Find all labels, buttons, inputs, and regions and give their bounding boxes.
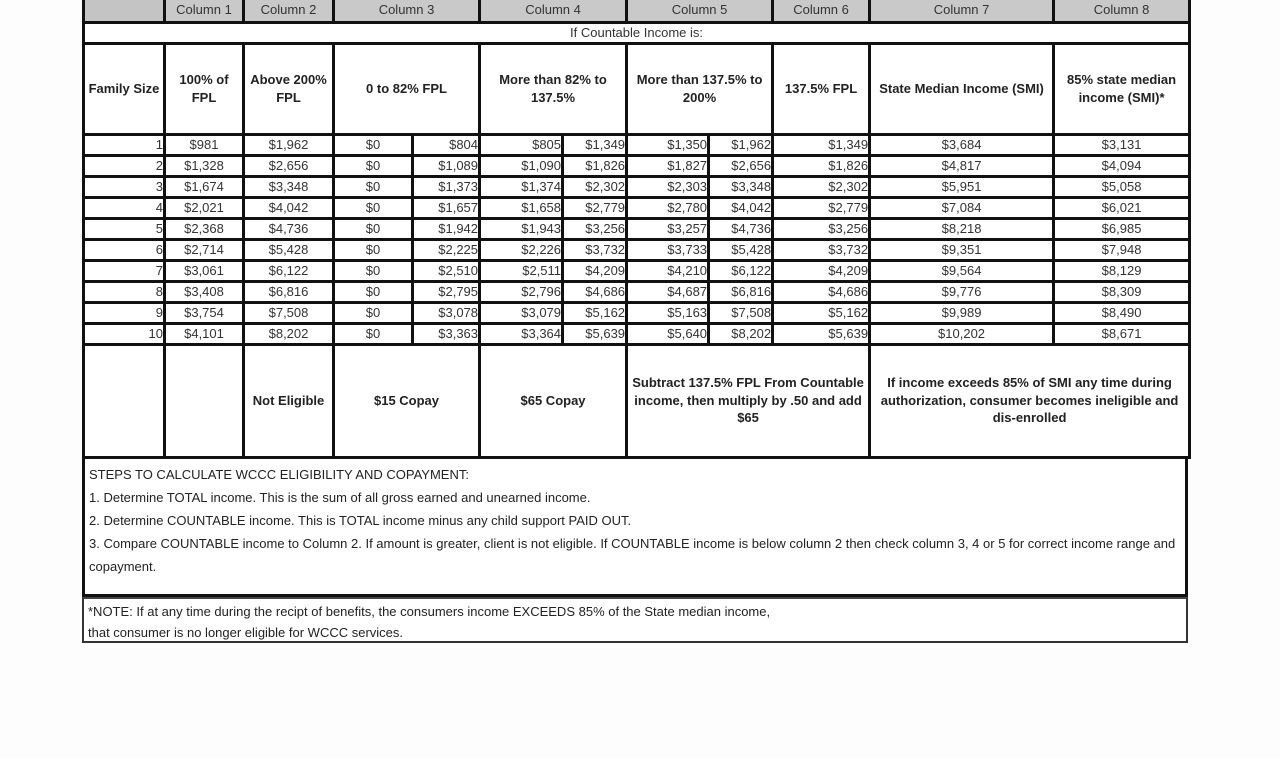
table-row — [84, 260, 1190, 281]
note-line-1: *NOTE: If at any time during the recipt of benefits, the consumers income EXCEEDS 85% of the State median income, — [88, 603, 771, 619]
col3-max-cell: $1,373 — [413, 176, 480, 197]
steps-title: STEPS TO CALCULATE WCCC ELIGIBILITY AND COPAYMENT: — [89, 466, 469, 482]
smi-85-cell: $8,129 — [1054, 260, 1190, 281]
smi-cell: $9,564 — [870, 260, 1054, 281]
col4-min-cell: $805 — [480, 134, 563, 155]
col4-max-cell: $2,779 — [563, 197, 627, 218]
above-200-cell: $6,122 — [244, 260, 334, 281]
header-row — [84, 43, 1190, 134]
col3-max-cell: $3,363 — [413, 323, 480, 344]
fpl-100-cell: $3,408 — [165, 281, 244, 302]
col4-min-cell: $2,511 — [480, 260, 563, 281]
smi-cell: $8,218 — [870, 218, 1054, 239]
column-label-row — [84, 0, 1190, 23]
above-200-cell: $7,508 — [244, 302, 334, 323]
col5-max-cell: $5,428 — [709, 239, 773, 260]
col3-min-cell: $0 — [334, 197, 413, 218]
col6-cell: $5,162 — [773, 302, 870, 323]
copay-blank-size — [84, 344, 165, 457]
table-row — [84, 323, 1190, 344]
col6-cell: $5,639 — [773, 323, 870, 344]
table-row — [84, 134, 1190, 155]
smi-cell: $3,684 — [870, 134, 1054, 155]
col3-min-cell: $0 — [334, 218, 413, 239]
col4-min-cell: $1,658 — [480, 197, 563, 218]
fpl-100-cell: $4,101 — [165, 323, 244, 344]
col3-max-cell: $2,795 — [413, 281, 480, 302]
col3-max-cell: $2,225 — [413, 239, 480, 260]
col3-min-cell: $0 — [334, 323, 413, 344]
col3-max-cell: $1,657 — [413, 197, 480, 218]
header-137-200-fpl: More than 137.5% to 200% — [627, 43, 773, 134]
col6-cell: $2,779 — [773, 197, 870, 218]
col6-cell: $2,302 — [773, 176, 870, 197]
smi-85-cell: $7,948 — [1054, 239, 1190, 260]
fpl-100-cell: $3,754 — [165, 302, 244, 323]
smi-85-cell: $8,309 — [1054, 281, 1190, 302]
column-label-8: Column 8 — [1054, 0, 1190, 23]
smi-cell: $9,776 — [870, 281, 1054, 302]
col5-min-cell: $2,780 — [627, 197, 709, 218]
col5-min-cell: $3,257 — [627, 218, 709, 239]
col5-min-cell: $5,163 — [627, 302, 709, 323]
step-1: 1. Determine TOTAL income. This is the sum of all gross earned and unearned income. — [89, 489, 591, 505]
header-smi: State Median Income (SMI) — [870, 43, 1054, 134]
copay-not-eligible: Not Eligible — [244, 344, 334, 457]
column-label-2: Column 2 — [244, 0, 334, 23]
table-row — [84, 218, 1190, 239]
family-size-cell: 1 — [84, 134, 165, 155]
header-82-137-fpl: More than 82% to 137.5% — [480, 43, 627, 134]
smi-cell: $5,951 — [870, 176, 1054, 197]
smi-cell: $10,202 — [870, 323, 1054, 344]
copay-blank-col1 — [165, 344, 244, 457]
above-200-cell: $1,962 — [244, 134, 334, 155]
above-200-cell: $3,348 — [244, 176, 334, 197]
fpl-100-cell: $2,021 — [165, 197, 244, 218]
col6-cell: $4,686 — [773, 281, 870, 302]
col5-max-cell: $1,962 — [709, 134, 773, 155]
col4-max-cell: $5,639 — [563, 323, 627, 344]
table-row — [84, 302, 1190, 323]
above-200-cell: $4,042 — [244, 197, 334, 218]
col5-min-cell: $2,303 — [627, 176, 709, 197]
col5-max-cell: $6,122 — [709, 260, 773, 281]
col5-min-cell: $4,687 — [627, 281, 709, 302]
smi-85-cell: $8,490 — [1054, 302, 1190, 323]
col6-cell: $3,732 — [773, 239, 870, 260]
col5-min-cell: $4,210 — [627, 260, 709, 281]
col4-min-cell: $2,796 — [480, 281, 563, 302]
family-size-cell: 5 — [84, 218, 165, 239]
step-3: 3. Compare COUNTABLE income to Column 2. If amount is greater, client is not eligible. If COUNTABLE income is below column 2 then check column 3, 4 or 5 for correct income range and copayment. — [89, 535, 1176, 574]
step-2: 2. Determine COUNTABLE income. This is TOTAL income minus any child support PAID OUT. — [89, 512, 632, 528]
table-row — [84, 197, 1190, 218]
header-above-200-fpl: Above 200% FPL — [244, 43, 334, 134]
header-family-size: Family Size — [84, 43, 165, 134]
column-label-7: Column 7 — [870, 0, 1054, 23]
above-200-cell: $2,656 — [244, 155, 334, 176]
column-label-6: Column 6 — [773, 0, 870, 23]
col5-min-cell: $3,733 — [627, 239, 709, 260]
header-137-5-fpl: 137.5% FPL — [773, 43, 870, 134]
table-row — [84, 155, 1190, 176]
header-85-smi: 85% state median income (SMI)* — [1054, 43, 1190, 134]
col4-min-cell: $3,079 — [480, 302, 563, 323]
col4-max-cell: $3,732 — [563, 239, 627, 260]
col5-max-cell: $3,348 — [709, 176, 773, 197]
above-200-cell: $5,428 — [244, 239, 334, 260]
copay-smi-note: If income exceeds 85% of SMI any time during authorization, consumer becomes ineligible and dis-enrolled — [870, 344, 1190, 457]
col3-min-cell: $0 — [334, 155, 413, 176]
smi-85-cell: $5,058 — [1054, 176, 1190, 197]
family-size-cell: 4 — [84, 197, 165, 218]
col4-min-cell: $3,364 — [480, 323, 563, 344]
eligibility-sheet — [82, 0, 1188, 643]
calculation-steps — [82, 459, 1188, 597]
fpl-100-cell: $3,061 — [165, 260, 244, 281]
table-row — [84, 281, 1190, 302]
table-row — [84, 239, 1190, 260]
smi-85-cell: $3,131 — [1054, 134, 1190, 155]
column-label-blank — [84, 0, 165, 23]
income-eligibility-table — [82, 0, 1191, 459]
col5-max-cell: $7,508 — [709, 302, 773, 323]
family-size-cell: 8 — [84, 281, 165, 302]
col6-cell: $1,349 — [773, 134, 870, 155]
col4-max-cell: $4,209 — [563, 260, 627, 281]
col4-max-cell: $2,302 — [563, 176, 627, 197]
col4-max-cell: $5,162 — [563, 302, 627, 323]
fpl-100-cell: $1,328 — [165, 155, 244, 176]
col3-min-cell: $0 — [334, 134, 413, 155]
fpl-100-cell: $981 — [165, 134, 244, 155]
col3-max-cell: $2,510 — [413, 260, 480, 281]
table-row — [84, 176, 1190, 197]
fpl-100-cell: $1,674 — [165, 176, 244, 197]
smi-cell: $7,084 — [870, 197, 1054, 218]
fpl-100-cell: $2,714 — [165, 239, 244, 260]
col3-max-cell: $1,942 — [413, 218, 480, 239]
family-size-cell: 7 — [84, 260, 165, 281]
data-rows — [84, 134, 1190, 344]
col3-min-cell: $0 — [334, 260, 413, 281]
col4-min-cell: $1,090 — [480, 155, 563, 176]
col3-min-cell: $0 — [334, 302, 413, 323]
col4-min-cell: $2,226 — [480, 239, 563, 260]
column-label-3: Column 3 — [334, 0, 480, 23]
col3-min-cell: $0 — [334, 281, 413, 302]
family-size-cell: 9 — [84, 302, 165, 323]
col3-max-cell: $3,078 — [413, 302, 480, 323]
col5-min-cell: $1,827 — [627, 155, 709, 176]
family-size-cell: 10 — [84, 323, 165, 344]
family-size-cell: 3 — [84, 176, 165, 197]
col5-max-cell: $6,816 — [709, 281, 773, 302]
col4-min-cell: $1,374 — [480, 176, 563, 197]
smi-cell: $9,989 — [870, 302, 1054, 323]
copay-65: $65 Copay — [480, 344, 627, 457]
smi-cell: $4,817 — [870, 155, 1054, 176]
col6-cell: $3,256 — [773, 218, 870, 239]
col5-max-cell: $8,202 — [709, 323, 773, 344]
col5-max-cell: $2,656 — [709, 155, 773, 176]
col6-cell: $1,826 — [773, 155, 870, 176]
copay-formula: Subtract 137.5% FPL From Countable income, then multiply by .50 and add $65 — [627, 344, 870, 457]
above-200-cell: $6,816 — [244, 281, 334, 302]
family-size-cell: 2 — [84, 155, 165, 176]
col6-cell: $4,209 — [773, 260, 870, 281]
countable-income-label: If Countable Income is: — [84, 23, 1190, 44]
note-line-2: that consumer is no longer eligible for WCCC services. — [88, 624, 404, 640]
col5-max-cell: $4,042 — [709, 197, 773, 218]
col4-max-cell: $1,826 — [563, 155, 627, 176]
col5-min-cell: $1,350 — [627, 134, 709, 155]
above-200-cell: $4,736 — [244, 218, 334, 239]
col4-max-cell: $1,349 — [563, 134, 627, 155]
col5-max-cell: $4,736 — [709, 218, 773, 239]
column-label-4: Column 4 — [480, 0, 627, 23]
above-200-cell: $8,202 — [244, 323, 334, 344]
col3-max-cell: $804 — [413, 134, 480, 155]
smi-cell: $9,351 — [870, 239, 1054, 260]
col4-max-cell: $4,686 — [563, 281, 627, 302]
copay-15: $15 Copay — [334, 344, 480, 457]
header-0-82-fpl: 0 to 82% FPL — [334, 43, 480, 134]
column-label-5: Column 5 — [627, 0, 773, 23]
col3-max-cell: $1,089 — [413, 155, 480, 176]
col4-min-cell: $1,943 — [480, 218, 563, 239]
col3-min-cell: $0 — [334, 239, 413, 260]
smi-85-cell: $4,094 — [1054, 155, 1190, 176]
smi-85-cell: $6,985 — [1054, 218, 1190, 239]
footnote — [82, 597, 1188, 643]
col3-min-cell: $0 — [334, 176, 413, 197]
copay-row — [84, 344, 1190, 457]
col5-min-cell: $5,640 — [627, 323, 709, 344]
column-label-1: Column 1 — [165, 0, 244, 23]
col4-max-cell: $3,256 — [563, 218, 627, 239]
header-100-fpl: 100% of FPL — [165, 43, 244, 134]
family-size-cell: 6 — [84, 239, 165, 260]
fpl-100-cell: $2,368 — [165, 218, 244, 239]
smi-85-cell: $8,671 — [1054, 323, 1190, 344]
countable-income-band — [84, 23, 1190, 44]
smi-85-cell: $6,021 — [1054, 197, 1190, 218]
